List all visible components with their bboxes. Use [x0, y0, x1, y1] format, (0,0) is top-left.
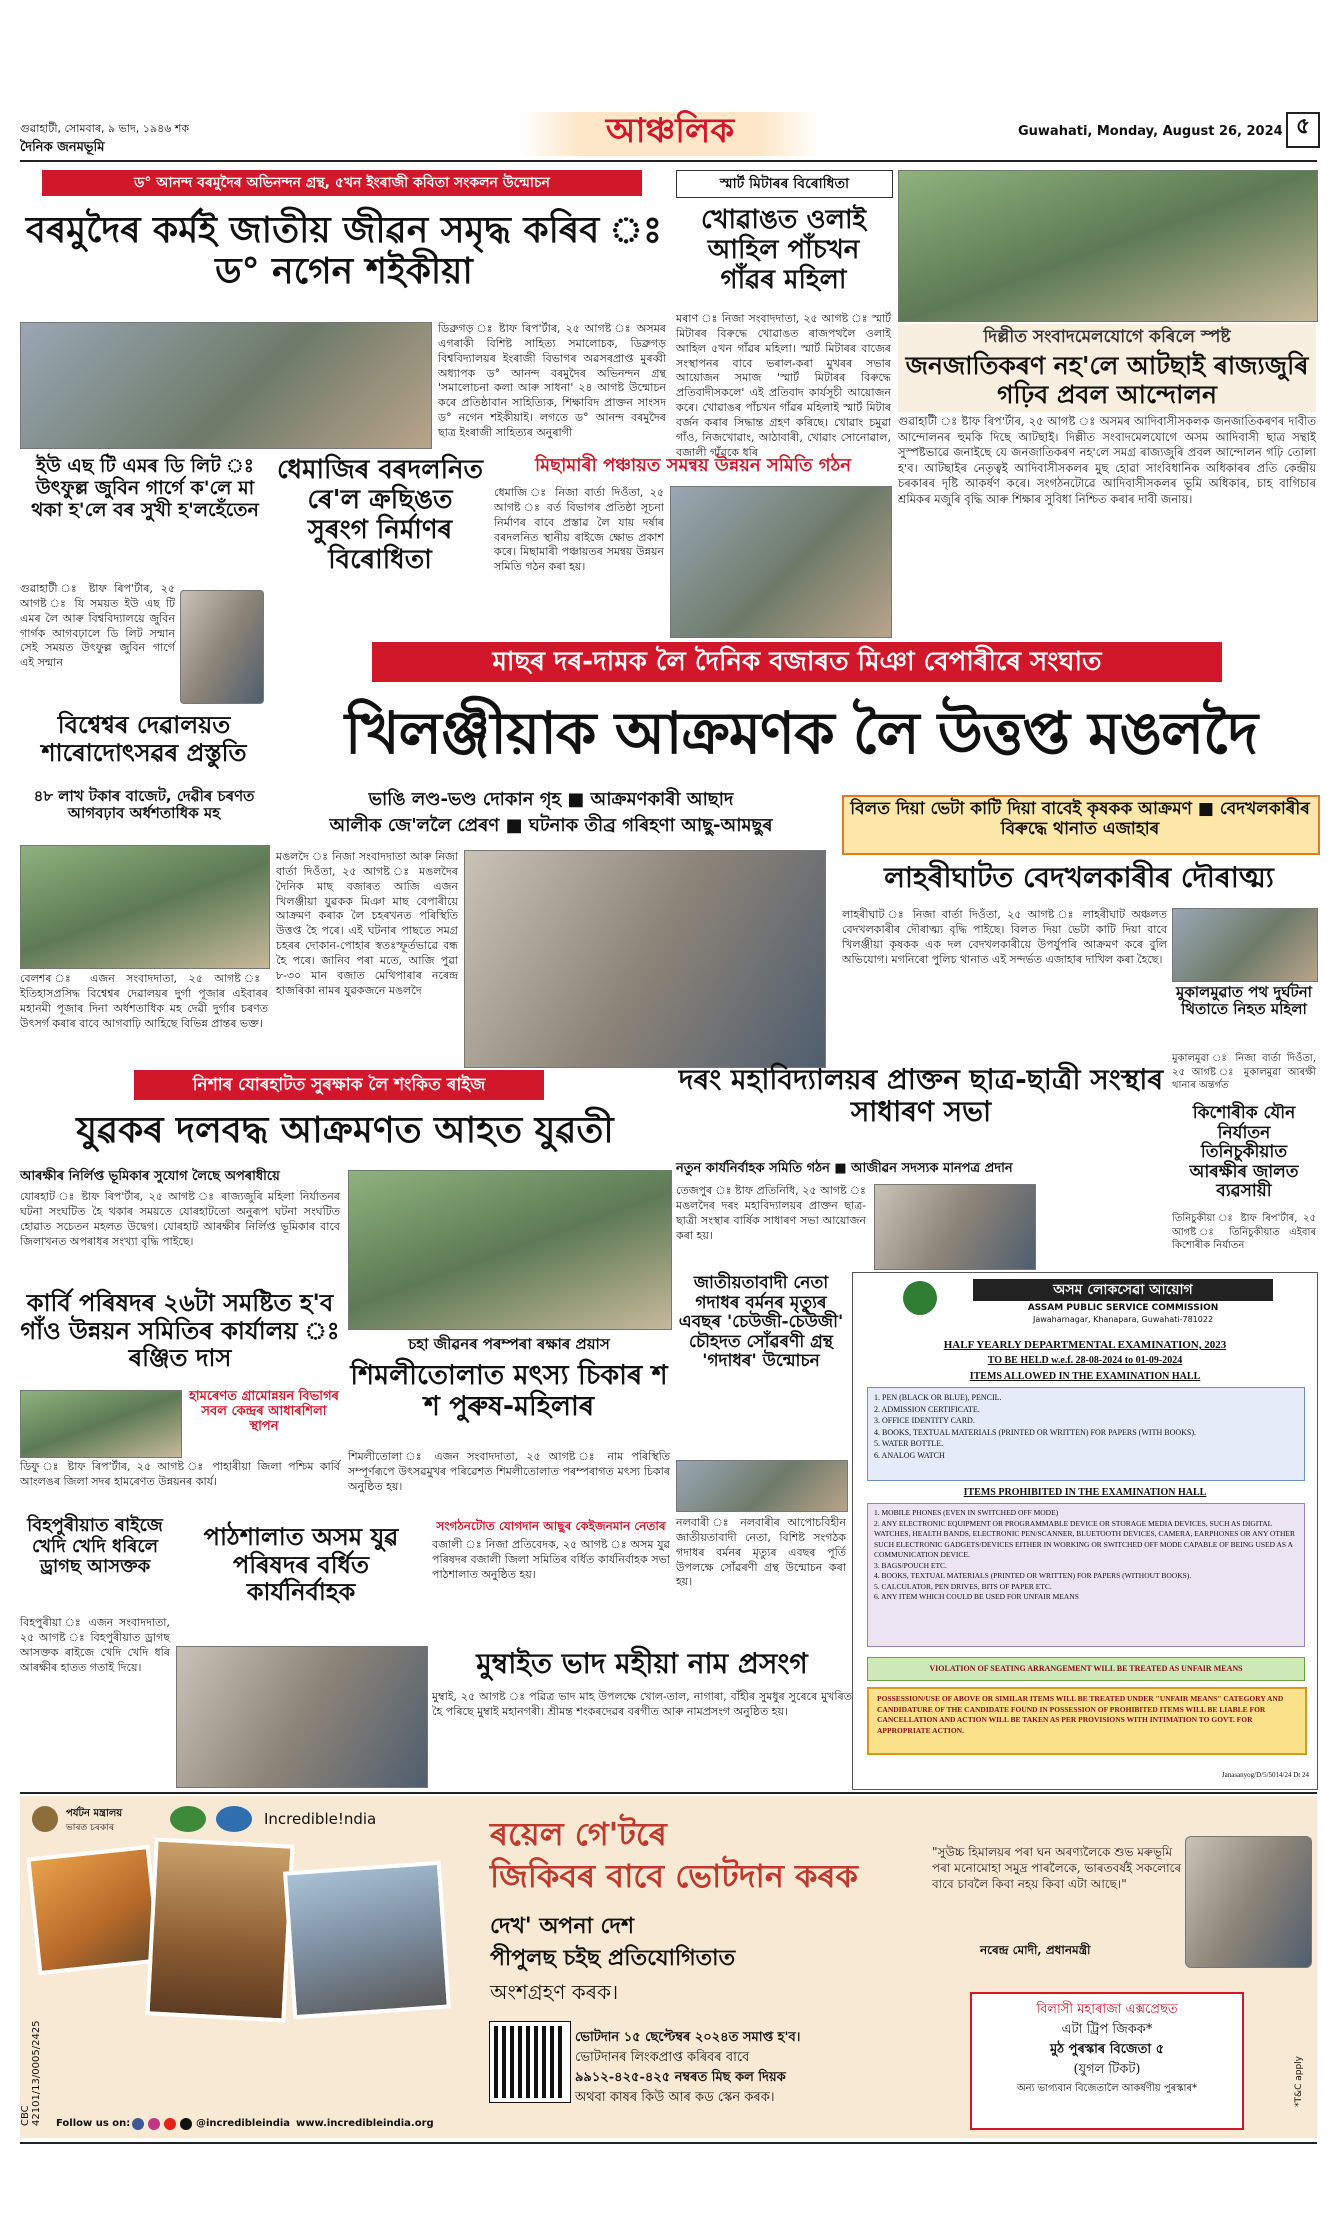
story12-headline: দৰং মহাবিদ্যালয়ৰ প্ৰাক্তন ছাত্ৰ-ছাত্ৰী সংস্থাৰ সাধাৰণ সভা [678, 1063, 1164, 1129]
story13-body: তিনিচুকীয়া ঃ ষ্টাফ ৰিপ'ৰ্টাৰ, ২৫ আগষ্ট ঃ তিনিচুকীয়াত এইবাৰ কিশোৰীক নিৰ্যাতন [1172, 1213, 1316, 1251]
page-bottom-rule [20, 2142, 1317, 2144]
facebook-icon[interactable] [132, 2118, 144, 2130]
story12-body: তেজপুৰ ঃ ষ্টাফ প্ৰতিনিধি, ২৫ আগষ্ট ঃ মঙলদৈৰ দৰং মহাবিদ্যালয়ৰ প্ৰাক্তন ছাত্ৰ-ছাত্ৰী সংস্থাৰ বাৰ্ষিক সাধাৰণ সভা আয়োজন কৰা হয়। [676, 1184, 866, 1242]
ad-photo-tiger [26, 1845, 162, 1975]
ad-cbc: CBC 42101/13/0005/2425 [20, 2020, 42, 2126]
story8-headline: বিশ্বেশ্বৰ দেৱালয়ত শাৰোদোৎসৱৰ প্ৰস্তুতি [41, 711, 247, 767]
apsc-prohibited-item: 2. ANY ELECTRONIC EQUIPMENT OR PROGRAMMABLE DEVICE OR STORAGE MEDIA DEVICES, SUCH AS DIGITAL WATCHES, HEALTH BANDS, ELECTRONIC PEN/SCANNER, BLUETOOTH DEVICES, CAMERA, EARPHONES OR ANY OTHER SUCH ELECTRONIC GADGETS/DEVICES EITHER IN WORKING OR SWITCHED OFF MODE CAPABLE OF BEING USED AS A COMMUNICATION DEVICE. [874, 1518, 1295, 1559]
ad-prize4: (যুগল টিকট) [1073, 2062, 1141, 2078]
ad-vote-line4: অথবা কাষৰ কিউ আৰ কড স্কেন কৰক। [575, 2090, 775, 2105]
apsc-allowed-list [867, 1387, 1305, 1481]
story11-photo [348, 1170, 672, 1330]
story9-photo [1172, 908, 1318, 982]
story10-body: মুকালমুৱা ঃ নিজা বাৰ্তা দিওঁতা, ২৫ আগষ্ট ঃ মুকালমুৱা আৰক্ষী থানাৰ অন্তৰ্গত [1172, 1053, 1316, 1091]
story12-photo [874, 1184, 1036, 1270]
ad-prize2: এটা ট্ৰিপ জিকক* [1061, 2022, 1153, 2038]
ad-prize1: বিলাসী মহাৰাজা এক্সপ্ৰেছত [1036, 2002, 1178, 2017]
story3-body: গুৱাহাটী ঃ ষ্টাফ ৰিপ'ৰ্টাৰ, ২৫ আগষ্ট ঃ অসমৰ আদিবাসীসকলক জনজাতিকৰণৰ দাবীত আন্দোলনৰ হুমকি দিছে আটছাই। দিল্লীত সংবাদমেলযোগে অসম আদিবাসী ছাত্ৰ সন্থাই সুস্পষ্টভাৱে জনাইছে যে জনজাতিকৰণ নহ'লে সমগ্ৰ ৰাজ্যজুৰি প্ৰবল আন্দোলন গঢ়ি তোলা হ'ব। আটছাইৰ নেতৃত্বই আদিবাসীসকলৰ মুছ হোৱা সাংবিধানিক অধিকাৰৰ প্ৰতি কেন্দ্ৰীয় চৰকাৰৰ দৃষ্টি আকৰ্ষণ কৰে। সংগঠনটোৱে আদিবাসীসকলৰ ভূমি অধিকাৰ, চাহ বাগিচাৰ শ্ৰমিকৰ মজুৰি বৃদ্ধি আৰু শিক্ষাৰ সুবিধা নিশ্চিত কৰাৰ দাবী জনায়। [898, 414, 1316, 506]
story7-sub1: ভাঙি লণ্ড-ভণ্ড দোকান গৃহ ■ আক্ৰমণকাৰী আছাদ [368, 789, 734, 810]
apsc-warning: POSSESSION/USE OF ABOVE OR SIMILAR ITEMS WILL BE TREATED UNDER "UNFAIR MEANS" CATEGORY AND CANDIDATURE OF THE CANDIDATE FOUND IN POSSESSION OF PROHIBITED ITEMS WILL BE LIABLE FOR CANCELLATION AND ACTION WILL BE TAKEN AS PER PROVISIONS WITH INTIMATION TO GOVT. FOR APPROPRIATE ACTION. [877, 1694, 1284, 1735]
story16-kicker: চহা জীৱনৰ পৰম্পৰা ৰক্ষাৰ প্ৰয়াস [408, 1335, 610, 1353]
story7-body: মঙলদৈ ঃ নিজা সংবাদদাতা আৰু নিজা বাৰ্তা দিওঁতা, ২৫ আগষ্ট ঃ মঙলদৈৰ দৈনিক মাছ বজাৰত আজি এজন খিলঞ্জীয়া যুৱকক মিঞা মাছ বেপাৰীয়ে আক্ৰমণ কৰাক লৈ চহৰখনত পৰিস্থিতি উত্তপ্ত হৈ পৰে। এই ঘটনাৰ পাছতে সমগ্ৰ চহৰৰ দোকান-পোহাৰ স্বতঃস্ফূৰ্তভাৱে বন্ধ হৈ পৰে। জানিব পৰা মতে, আজি পুৱা ৮-৩০ মান বজাত মেথিপাৰাৰ নৰেন্দ্ৰ হাজৰিকা নামৰ যুৱকজনে মঙলদৈ [276, 850, 458, 997]
story12-sub: নতুন কাৰ্যনিৰ্বাহক সমিতি গঠন ■ আজীৱন সদস্যক মানপত্ৰ প্ৰদান [676, 1161, 1013, 1176]
ad-tc: *T&C apply [1294, 2056, 1304, 2107]
apsc-prohibited-item: 4. BOOKS, TEXTUAL MATERIALS (PRINTED OR WRITTEN) FOR PAPERS (WITHOUT BOOKS). [874, 1571, 1192, 1580]
story4-headline: ইউ এছ টি এমৰ ডি লিট ঃ উৎফুল্ল জুবিন গাৰ্গে ক'লে মা থকা হ'লে বৰ সুখী হ'লহেঁতেন [31, 455, 259, 521]
page-number: ৫ [1286, 112, 1320, 148]
story20-photo [176, 1646, 428, 1788]
masthead-paper-name: দৈনিক জনমভূমি [20, 140, 105, 155]
story9-kicker: বিলত দিয়া ভেটা কাটি দিয়া বাবেই কৃষকক আক্ৰমণ ■ বেদখলকাৰীৰ বিৰুদ্ধে থানাত এজাহাৰ [850, 799, 1310, 839]
story7-headline: খিলঞ্জীয়াক আক্ৰমণক লৈ উত্তপ্ত মঙলদৈ [344, 699, 1258, 767]
story17-kicker: হামৰেণত গ্ৰামোন্নয়ন বিভাগৰ সবল কেন্দ্ৰৰ আধাৰশিলা স্থাপন [189, 1389, 339, 1434]
masthead-rule [20, 160, 1317, 162]
story3-kicker: দিল্লীত সংবাদমেলযোগে কৰিলে স্পষ্ট [983, 327, 1231, 347]
apsc-allowed-item: 2. ADMISSION CERTIFICATE. [874, 1404, 980, 1414]
story1-photo [20, 322, 432, 449]
story8-body: বেলশৰ ঃ এজন সংবাদদাতা, ২৫ আগষ্ট ঃ ইতিহাসপ্ৰসিদ্ধ বিশ্বেশ্বৰ দেৱালয়ৰ দুৰ্গা পূজাৰ এইবাৰৰ মহানমী পূজাৰ দিনা অৰ্ধশতাধিক মহ দেৱী দুৰ্গাৰ চৰণত উৎসৰ্গ কৰাৰ বাবে আগবাঢ়ি আহিছে বিভিন্ন প্ৰান্তৰ ভক্ত। [20, 972, 268, 1030]
ad-brand: Incredible!ndia [264, 1810, 377, 1828]
ad-photo-statue [283, 1861, 451, 2020]
story9-body: লাহৰীঘাট ঃ নিজা বাৰ্তা দিওঁতা, ২৫ আগষ্ট ঃ লাহৰীঘাট অঞ্চলত বেদখলকাৰীৰ দৌৰাত্ম্য বৃদ্ধি পাইছে। বিলত দিয়া ভেটা কাটি দিয়া বাবে খিলঞ্জীয়া কৃষকক এক দল বেদখলকাৰীয়ে উপৰ্যুপৰি আক্ৰমণ কৰে বুলি অভিযোগ। মগনিৰো পুলিচ থানাত এই সন্দৰ্ভত এজাহাৰ দাখিল কৰা হৈছে। [842, 908, 1167, 966]
apsc-prohibited-item: 3. BAGS/POUCH ETC. [874, 1560, 947, 1570]
masthead-left-date: গুৱাহাটী, সোমবাৰ, ৯ ভাদ, ১৯৪৬ শক [20, 122, 190, 135]
story11-kicker: নিশাৰ যোৰহাটত সুৰক্ষাক লৈ শংকিত ৰাইজ [134, 1070, 544, 1100]
story14-headline: কাৰ্বি পৰিষদৰ ২৬টা সমষ্টিত হ'ব গাঁও উন্নয়ন সমিতিৰ কাৰ্যালয় ঃ ৰঞ্জিত দাস [20, 1289, 340, 1373]
ad-follow: Follow us on: [56, 2118, 131, 2129]
ad-quote: "সুউচ্চ হিমালয়ৰ পৰা ঘন অৰণ্যলৈকে শুভ মৰুভূমি পৰা মনোমোহা সমুদ্ৰ পাৰলৈকে, ভাৰতবৰ্ষই সকলোৰে বাবে চাবলৈ কিবা নহয় কিবা এটা আছে।" [932, 1845, 1182, 1892]
masthead-right-date: Guwahati, Monday, August 26, 2024 [1018, 124, 1283, 139]
story18-headline: বিহপুৰীয়াত ৰাইজে খেদি খেদি ধৰিলে ড্ৰাগছ আসক্তক [27, 1515, 163, 1578]
apsc-violation: VIOLATION OF SEATING ARRANGEMENT WILL BE TREATED AS UNFAIR MEANS [867, 1657, 1305, 1681]
story6-photo [670, 486, 892, 638]
story7-photo [464, 850, 826, 1068]
apsc-title: অসম লোকসেৱা আয়োগ [973, 1279, 1273, 1301]
ad-prize3: মুঠ পুৰস্কাৰ বিজেতা ৫ [1049, 2042, 1165, 2058]
story7-sub2: আলীক জে'ললৈ প্ৰেৰণ ■ ঘটনাক তীব্ৰ গৰিহণা আছু-আমছুৰ [329, 815, 773, 836]
ad-photo-temple [145, 1837, 294, 2022]
ad-handle[interactable]: @incredibleindia [196, 2118, 291, 2129]
qr-code-icon[interactable] [490, 2022, 570, 2102]
story15-photo [676, 1460, 848, 1512]
story17-body: ডিফু ঃ ষ্টাফ ৰিপ'ৰ্টাৰ, ২৫ আগষ্ট ঃ পাহাৰীয়া জিলা পশ্চিম কাৰ্বি আংলঙৰ জিলা সদৰ হামৰেণত উন্নয়নৰ কাৰ্য। [20, 1460, 340, 1488]
ashoka-emblem-icon [32, 1806, 58, 1832]
story2-body: মৰাণ ঃ নিজা সংবাদদাতা, ২৫ আগষ্ট ঃ স্মাৰ্ট মিটাৰৰ বিৰুদ্ধে খোৱাঙত ৰাজপথলৈ ওলাই আহিল ৫খন গাঁৱৰ মহিলা। স্মাৰ্ট মিটাৰৰ বাজেৰ সংস্থাপনৰ বাবে ভৰাল-কৰা মুখৰৰ সভাৰ আয়োজন সমাজ 'স্মাৰ্ট মিটাৰৰ বিৰুদ্ধে প্ৰতিবাদীসকলে' এই প্ৰতিবাদ কাৰ্যসূচী আয়োজন কৰে। খোৱাঙৰ পাঁচখন গাঁৱৰ মহিলাই স্মাৰ্ট মিটাৰ বৰ্জন কৰাৰ সিদ্ধান্ত গ্ৰহণ কৰিছে। খোৱাং চমুৱা গাঁও, নিজখোৱাং, আঠাবাৰী, খোৱাং সোনোৱাল, বজালী গাঁৱকে ধৰি [676, 312, 891, 459]
apsc-exam: HALF YEARLY DEPARTMENTAL EXAMINATION, 2023 [943, 1339, 1227, 1351]
story11-sub: আৰক্ষীৰ নিৰ্লিপ্ত ভূমিকাৰ সুযোগ লৈছে অপৰাধীয়ে [20, 1169, 280, 1184]
story1-kicker: ড° আনন্দ বৰমুদৈৰ অভিনন্দন গ্ৰন্থ, ৫খন ইংৰাজী কবিতা সংকলন উন্মোচন [42, 170, 642, 196]
story1-body: ডিব্ৰুগড় ঃ ষ্টাফ ৰিপ'ৰ্টাৰ, ২৫ আগষ্ট ঃ অসমৰ এগৰাকী বিশিষ্ট সাহিত্য সমালোচক, ডিব্ৰুগড় বিশ্ববিদ্যালয়ৰ ইংৰাজী বিভাগৰ অৱসৰপ্ৰাপ্ত মুৰব্বী অধ্যাপক ড° আনন্দ বৰমুদৈৰ অভিনন্দন গ্ৰন্থ 'সমালোচনা কলা আৰু সাধনা' ২৪ আগষ্ট উন্মোচন কৰে প্ৰতিষ্ঠাবান সাহিত্যিক, শিক্ষাবিদ প্ৰাক্তন সাংসদ ড° নগেন শইকীয়াই। লগতে ড° আনন্দ বৰমুদৈৰ ছাত্ৰ ইংৰাজী সাহিত্যৰ অনুৰাগী [438, 322, 666, 439]
ad-top-rule [20, 1792, 1317, 1794]
instagram-icon[interactable] [148, 2118, 160, 2130]
story8-photo [20, 845, 270, 969]
section-title: আঞ্চলিক [605, 111, 735, 151]
apsc-allowed-item: 6. ANALOG WATCH [874, 1450, 945, 1460]
story11-body: যোৰহাট ঃ ষ্টাফ ৰিপ'ৰ্টাৰ, ২৫ আগষ্ট ঃ ৰাজ্যজুৰি মহিলা নিৰ্যাতনৰ ঘটনা সংঘটিত হৈ থকাৰ সময়তে যোৰহাটতো অনুৰূপ ঘটনা সংঘটিত হোৱাত সচেতন মহলত উদ্বেগ। যোৰহাট আৰক্ষীৰ নিৰ্লিপ্ত ভূমিকাৰ বাবে জিলাখনত অপৰাধৰ সংখ্যা বৃদ্ধি পাইছে। [20, 1190, 340, 1248]
story6-body: ধেমাজি ঃ নিজা বাৰ্তা দিওঁতা, ২৫ আগষ্ট ঃ বৰ্ত বিভাগৰ প্ৰতিষ্ঠা সূচনা নিৰ্মাণৰ বাবে প্ৰস্তাৱ লৈ যায় দৰ্ষাৰ বৰদলনিত স্থানীয় ৰাইজে ক্ষোভ প্ৰকাশ কৰে। মিছামাৰী পঞ্চায়তৰ সমন্বয় উন্নয়ন সমিতি গঠন কৰা হয়। [494, 486, 664, 574]
apsc-prohibited-item: 6. ANY ITEM WHICH COULD BE USED FOR UNFAIR MEANS [874, 1592, 1079, 1601]
story16-body: শিমলীতোলা ঃ এজন সংবাদদাতা, ২৫ আগষ্ট ঃ নাম পৰিস্থিতি সম্পূৰ্ণৰূপে উৎসৱমুখৰ পৰিৱেশত শিমলীতোলাত পৰম্পৰাগত মৎস্য চিকাৰ অনুষ্ঠিত হয়। [348, 1450, 670, 1493]
story4-body: গুৱাহাটী ঃ ষ্টাফ ৰিপ'ৰ্টাৰ, ২৫ আগষ্ট ঃ যি সময়ত ইউ এছ টি এমৰ লৈ আৰু বিশ্ববিদ্যালয়ে জুবিন গাৰ্গক আগবঢ়ালে ডি লিট সন্মান সেই সময়ত উৎফুল্ল জুবিন গাৰ্গে এই সন্মান [20, 582, 175, 670]
story20-headline: মুম্বাইত ভাদ মহীয়া নাম প্ৰসংগ [476, 1647, 808, 1680]
story3-headline: জনজাতিকৰণ নহ'লে আটছাই ৰাজ্যজুৰি গঢ়িব প্ৰবল আন্দোলন [905, 351, 1309, 409]
story8-sub: ৪৮ লাখ টকাৰ বাজেট, দেৱীৰ চৰণত আগবঢ়াব অৰ্ধশতাধিক মহ [33, 787, 255, 823]
apsc-allowed-item: 3. OFFICE IDENTITY CARD. [874, 1416, 975, 1426]
apsc-prohibited-item: 5. CALCULATOR, PEN DRIVES, BITS OF PAPER ETC. [874, 1581, 1052, 1591]
tourism-ad [20, 1796, 1317, 2138]
ad-prize-box [970, 1992, 1244, 2130]
story19-kicker: সংগঠনটোত যোগদান আছুৰ কেইজনমান নেতাৰ [436, 1519, 666, 1533]
story11-headline: যুৱকৰ দলবদ্ধ আক্ৰমণত আহত যুৱতী [76, 1110, 614, 1151]
story5-headline: ধেমাজিৰ বৰদলনিত ৰে'ল ক্ৰছিঙত সুৰংগ নিৰ্মাণৰ বিৰোধিতা [276, 455, 484, 575]
apsc-dates: TO BE HELD w.e.f. 28-08-2024 to 01-09-2024 [987, 1355, 1183, 1366]
ad-prize5: অন্য ভাগ্যবান বিজেতালৈ আকৰ্ষণীয় পুৰস্কাৰ* [1016, 2082, 1198, 2094]
story4-photo [180, 590, 264, 704]
ad-quote-by: নৰেন্দ্ৰ মোদী, প্ৰধানমন্ত্ৰী [980, 1943, 1091, 1957]
story10-headline: মুকালমুৱাত পথ দুৰ্ঘটনা থিতাতে নিহত মহিলা [1175, 983, 1313, 1019]
ad-headline1: ৰয়েল গে'টৰে [490, 1815, 667, 1853]
life-logo-icon [170, 1806, 206, 1832]
ad-phone: ৯৯১২-৪২৫-৪২৫ নম্বৰত মিছ কল দিয়ক [575, 2070, 786, 2085]
story19-body: বজালী ঃ নিজা প্ৰতিবেদক, ২৫ আগষ্ট ঃ অসম যুৱ পৰিষদৰ বজালী জিলা সমিতিৰ বৰ্ধিত কাৰ্যনিৰ্বাহক সভা পাঠশালাত অনুষ্ঠিত হয়। [432, 1538, 670, 1581]
apsc-allowed-title: ITEMS ALLOWED IN THE EXAMINATION HALL [969, 1371, 1201, 1382]
apsc-ref: Janasanyog/D/5/5014/24 Dt 24 [1221, 1771, 1309, 1779]
story2-kicker: স্মাৰ্ট মিটাৰৰ বিৰোধিতা [676, 170, 893, 198]
ad-headline2: জিকিবৰ বাবে ভোটদান কৰক [490, 1857, 858, 1895]
story9-headline: লাহৰীঘাটত বেদখলকাৰীৰ দৌৰাত্ম্য [884, 861, 1274, 894]
story1-headline: বৰমুদৈৰ কৰ্মই জাতীয় জীৱন সমৃদ্ধ কৰিব ঃ ড° নগেন শইকীয়া [25, 210, 663, 293]
apsc-allowed-item: 5. WATER BOTTLE. [874, 1439, 944, 1449]
apsc-prohibited-title: ITEMS PROHIBITED IN THE EXAMINATION HALL [963, 1487, 1207, 1498]
story18-body: বিহপুৰীয়া ঃ এজন সংবাদদাতা, ২৫ আগষ্ট ঃ বিহপুৰীয়াত ড্ৰাগছ আসক্তক ৰাইজে খেদি খেদি ধৰি আৰক্ষীৰ হাতত গতাই দিয়ে। [20, 1616, 170, 1674]
youtube-icon[interactable] [164, 2118, 176, 2130]
ad-ministry: পৰ্যটন মন্ত্ৰালয় [66, 1808, 123, 1819]
x-icon[interactable] [180, 2118, 192, 2130]
ad-portrait [1185, 1836, 1312, 1968]
story15-headline: জাতীয়তাবাদী নেতা গদাধৰ বৰ্মনৰ মৃত্যুৰ এবছৰ 'চেউজী-চেউজী' চৌহদত সোঁৱৰণী গ্ৰন্থ 'গদাধৰ' উন্মোচন [678, 1273, 844, 1372]
story19-headline: পাঠশালাত অসম যুৱ পৰিষদৰ বৰ্ধিত কাৰ্যনিৰ্বাহক [203, 1523, 399, 1607]
apsc-warning-box [867, 1687, 1307, 1755]
ad-vote-line2: ভোটদানৰ লিংকপ্ৰাপ্ত কৰিবৰ বাবে [575, 2050, 750, 2065]
apsc-prohibited-list [867, 1503, 1305, 1647]
ad-line3: অংশগ্ৰহণ কৰক। [490, 1980, 619, 2004]
story16-headline: শিমলীতোলাত মৎস্য চিকাৰ শ শ পুৰুষ-মহিলাৰ [350, 1360, 668, 1423]
apsc-emblem-icon [903, 1281, 937, 1315]
story15-body: নলবাৰী ঃ নলবাৰীৰ আপোচবিহীন জাতীয়তাবাদী নেতা, বিশিষ্ট সংগঠক গদাধৰ বৰ্মনৰ মৃত্যুৰ এবছৰ পূৰ্তি উপলক্ষে সোঁৱৰণী গ্ৰন্থ উন্মোচন কৰা হয়। [676, 1516, 846, 1589]
apsc-title-en: ASSAM PUBLIC SERVICE COMMISSION [1027, 1303, 1219, 1313]
apsc-prohibited-item: 1. MOBILE PHONES (EVEN IN SWITCHED OFF MODE) [874, 1508, 1059, 1517]
apsc-allowed-item: 4. BOOKS, TEXTUAL MATERIALS (PRINTED OR WRITTEN) FOR PAPERS (WITH BOOKS). [874, 1427, 1197, 1437]
banner-fish-market: মাছৰ দৰ-দামক লৈ দৈনিক বজাৰত মিঞা বেপাৰীৰে সংঘাত [372, 642, 1222, 682]
apsc-address: Jawaharnagar, Khanapara, Guwahati-781022 [1032, 1315, 1214, 1324]
ad-line1: দেখ' অপনা দেশ [490, 1914, 634, 1939]
ad-vote-end: ভোটদান ১৫ ছেপ্টেম্বৰ ২০২৪ত সমাপ্ত হ'ব। [575, 2030, 801, 2045]
apsc-allowed-item: 1. PEN (BLACK OR BLUE), PENCIL. [874, 1393, 1002, 1402]
ad-gov: ভাৰত চৰকাৰ [66, 1823, 114, 1833]
story6-kicker: মিছামাৰী পঞ্চায়ত সমন্বয় উন্নয়ন সমিতি গঠন [535, 455, 851, 476]
story13-headline: কিশোৰীক যৌন নিৰ্যাতন তিনিচুকীয়াত আৰক্ষীৰ জালত ব্যৱসায়ী [1189, 1103, 1299, 1202]
story2-photo [898, 170, 1318, 322]
apsc-notice [852, 1272, 1318, 1790]
story20-body: মুম্বাই, ২৫ আগষ্ট ঃ পৱিত্ৰ ভাদ মাহ উপলক্ষে খোল-তাল, নাগাৰা, বাঁহীৰ সুমধুৰ সুৰেৰে মুখৰিত হৈ পৰিছে মুম্বাই মহানগৰী। শ্ৰীমন্ত শংকৰদেৱৰ বৰগীত আৰু নামপ্ৰসংগ অনুষ্ঠিত হয়। [432, 1690, 852, 1718]
story2-headline: খোৱাঙত ওলাই আহিল পাঁচখন গাঁৱৰ মহিলা [700, 205, 867, 295]
g20-logo-icon [216, 1806, 252, 1832]
ad-line2: পীপুলছ চইছ প্ৰতিযোগিতাত [490, 1946, 736, 1971]
story17-photo [20, 1390, 182, 1458]
ad-url[interactable]: www.incredibleindia.org [296, 2118, 434, 2129]
